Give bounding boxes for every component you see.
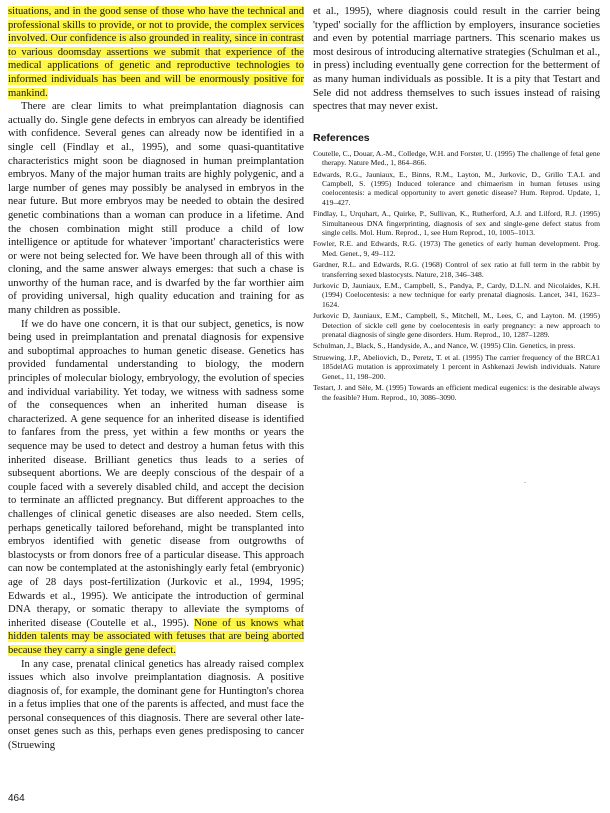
scan-mark: . [524, 476, 526, 485]
reference-item: Testart, J. and Sèle, M. (1995) Towards an efficient medical eugenics: is the desirable always the feasible? Hum. Reprod., 10, 3086–3090. [313, 383, 600, 402]
reference-item: Gardner, R.L. and Edwards, R.G. (1968) Control of sex ratio at full term in the rabbit by transferring sexed blastocysts. Nature, 218, 346–348. [313, 260, 600, 279]
reference-item: Edwards, R.G., Jauniaux, E., Binns, R.M., Layton, M., Jurkovic, D., Grillo T.A.I. and Campbell, S. (1995) Induced tolerance and chimaerism in human fetuses using coelocentesis: a medical opportunity to avert genetic disease? Hum. Reprod. Update, 1, 419–427. [313, 169, 600, 207]
reference-item: Jurkovic D, Jauniaux, E.M., Campbell, S., Mitchell, M., Lees, C, and Layton. M. (1995) Detection of sickle cell gene by coelocentesis in early pregnancy: a new approach to prenatal diagnosis of single gene disorders. Hum. Reprod., 10, 1287–1289. [313, 311, 600, 340]
paragraph-continuation: et al., 1995), where diagnosis could result in the carrier being 'typed' socially for the affliction by employers, insurance societies and even by potential marriage partners. This scenario makes us most desirous of introducing alternative strategies (Schulman et al., in press) including eventually gene correction for the betterment of as many human individuals as possible. It is a pity that Testart and Sele did not address themselves to such issues instead of raising spectres that may never exist. [313, 6, 600, 113]
paragraph-3-text: If we do have one concern, it is that our subject, genetics, is now being used in preimplantation and prenatal diagnosis for expensive and suboptimal approaches to human genetic disease. Genetics has provided fundamental understanding to biology, the modern principles of molecular biology, embryology, the evolution of species and individual variability. Yet today, we witness with sadness some of the consequences when an inherited human disease is characterized. A gene sequence for an inherited disease is identified to fanfares from the press, yet within a few months or years the sequence may be used to detect and destroy a human fetus with this inherited disease. Brilliant genetics thus leads to a series of subsequent abortions. We are deeply conscious of the despair of a couple faced with a severely disabled child, and accept the decision to terminate an afflicted pregnancy. But different approaches to the challenges of clinical genetic diseases are also needed. Stem cells, perhaps genetically tailored beforehand, might be transplanted into embryos identified with genetic disease from outgrowths of blastocysts or from donors free of a particular disease. This approach can now be contemplated at the astonishingly early fetal (embryonic) age of 28 days post-fertilization (Jurkovic et al., 1994, 1995; Edwards et al., 1995). We anticipate the introduction of germinal DNA therapy, or somatic therapy to alleviate the symptoms of inherited disease (Coutelle et al., 1995). [8, 318, 304, 629]
reference-item: Schulman, J., Black, S., Handyside, A., and Nance, W. (1995) Clin. Genetics, in press. [313, 341, 576, 351]
paragraph-1 [8, 5, 304, 100]
page-number: 464 [8, 793, 25, 804]
highlighted-passage-2: None of us knows what hidden talents may be associated with fetuses that are being aborted because they carry a single gene defect. [8, 617, 304, 656]
paragraph-3 [8, 318, 304, 658]
reference-item: Findlay, I., Urquhart, A., Quirke, P., Sullivan, K., Rutherford, A.J. and Lilford, R.J. (1995) Simultaneous DNA fingerprinting, diagnosis of sex and single-gene defect status from single cells. Mol. Hum. Reprod., 1, see Hum Reprod., 10, 1005–1013. [313, 209, 600, 237]
reference-item: Jurkovic D, Jauniaux, E.M., Campbell, S., Pandya, P., Cardy, D.L.N. and Nicolaides, K.H. (1994) Coelocentesis: a new technique for early prenatal diagnosis. Lancet, 341, 1623–1624. [313, 281, 600, 309]
right-column [313, 5, 600, 404]
references-list [313, 149, 600, 402]
paragraph-4: In any case, prenatal clinical genetics has already raised complex issues which also involve preimplantation diagnosis. A positive diagnosis of, for example, the dominant gene for Huntington's chorea in a fetus implies that one of the parents is affected, and must face the personal consequences of this diagnosis. There are several other late-onset genes such as this, perhaps even genes predisposing to cancer (Struewing [8, 658, 304, 752]
references-heading: References [313, 131, 370, 144]
paragraph-2: There are clear limits to what preimplantation diagnosis can actually do. Single gene defects in embryos can already be identified with confidence. Several genes can already now be identified in a single cell (Findlay et al., 1995), and some quasi-quantitative characteristics might soon be diagnosed in human preimplantation embryos. Many of the major human traits are highly polygenic, and a large number of genes may possibly be analysed in embryos in the near future. But more embryos may be needed to obtain the desired genetic combinations than a woman can produce in a lifetime. And the chosen combination might still produce a child of low intelligence or aptitude for whatever 'important' characteristics were or were not being selected for. We have been through all of this with cloning, and the same answer always emerges: that such a chase is unworthy of the human race, and is dwarfed by the far worthier aim of providing universal, high quality education and training for as many children as possible. [8, 101, 304, 317]
reference-item: Coutelle, C., Douar, A.-M., Colledge, W.H. and Forster, U. (1995) The challenge of fetal gene therapy. Nature Med., 1, 864–866. [313, 148, 600, 168]
left-column [8, 5, 304, 753]
reference-item: Struewing, J.P., Abeliovich, D., Peretz, T. et al. (1995) The carrier frequency of the BRCA1 185delAG mutation is approximately 1 percent in Ashkenazi Jewish individuals. Nature Genet., 11, 198–200. [313, 352, 600, 381]
reference-item: Fowler, R.E. and Edwards, R.G. (1973) The genetics of early human development. Prog. Med. Genet., 9, 49–112. [313, 239, 600, 258]
highlighted-passage-1: situations, and in the good sense of those who have the technical and professional skills to provide, or not to provide, the complex services involved. Our confidence is also grounded in reality, since in contrast to various doomsday assertions we submit that experience of the medical applications of genetic and reproductive technologies to informed individuals has been and will be enormously positive for mankind. [8, 6, 304, 99]
